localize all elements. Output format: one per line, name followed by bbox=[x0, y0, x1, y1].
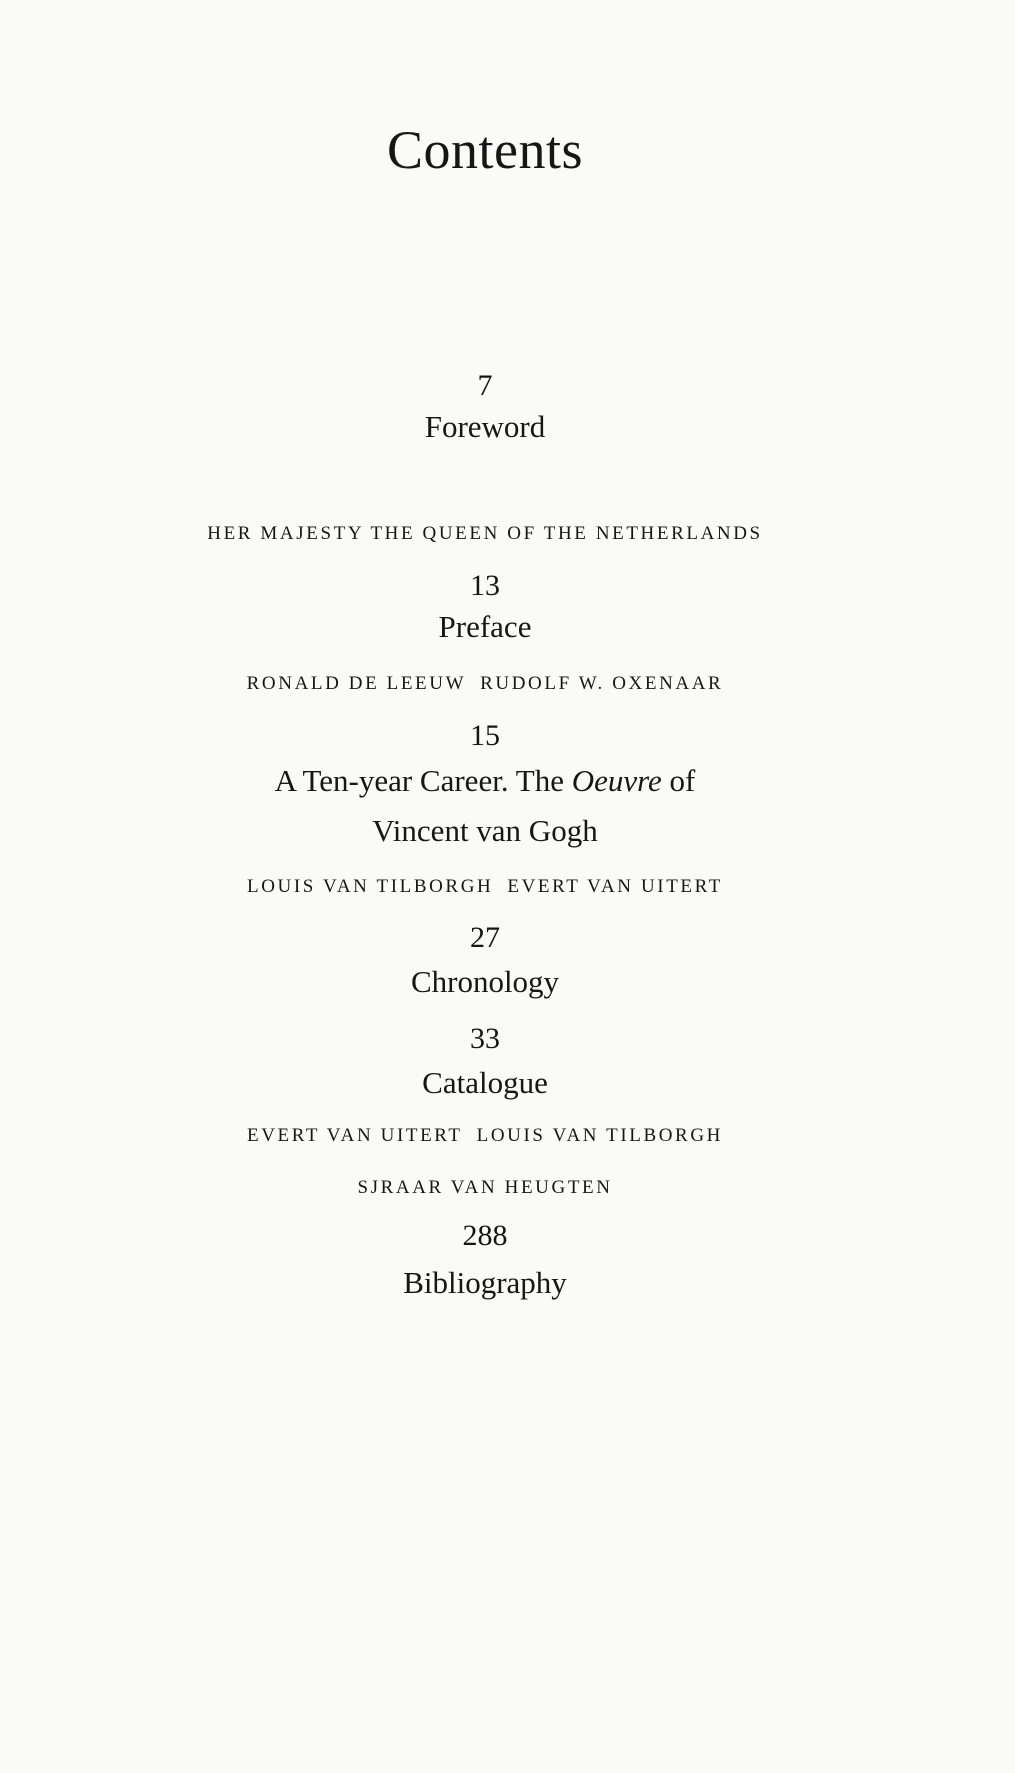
entry-author: RUDOLF W. OXENAAR bbox=[480, 673, 724, 694]
entry-author: RONALD DE LEEUW bbox=[246, 673, 467, 694]
entry-author: HER MAJESTY THE QUEEN OF THE NETHERLANDS bbox=[207, 523, 763, 544]
entry-heading: Preface bbox=[438, 609, 532, 644]
entry-heading: Chronology bbox=[410, 964, 560, 999]
entry-author: LOUIS VAN TILBORGH bbox=[476, 1125, 723, 1146]
entry-author: SJRAAR VAN HEUGTEN bbox=[357, 1177, 613, 1198]
entry-page-number: 7 bbox=[477, 369, 493, 402]
heading-text: of bbox=[661, 763, 696, 798]
entry-authors bbox=[0, 672, 970, 696]
entry-author: LOUIS VAN TILBORGH bbox=[247, 876, 494, 897]
entry-heading: Catalogue bbox=[422, 1065, 548, 1100]
entry-author: EVERT VAN UITERT bbox=[247, 1125, 463, 1146]
entry-page-number: 15 bbox=[470, 719, 500, 752]
entry-authors bbox=[0, 1124, 970, 1148]
entry-author: EVERT VAN UITERT bbox=[507, 876, 723, 897]
entry-heading: Foreword bbox=[424, 409, 546, 444]
entry-heading: Bibliography bbox=[403, 1265, 567, 1300]
heading-italic-text: Oeuvre bbox=[571, 763, 662, 798]
heading-text: A Ten-year Career. The bbox=[274, 763, 572, 798]
entry-page-number: 288 bbox=[462, 1219, 508, 1252]
entry-page-number: 13 bbox=[470, 569, 500, 602]
entry-page-number: 27 bbox=[470, 921, 500, 954]
page-title: Contents bbox=[386, 120, 583, 180]
entry-authors bbox=[0, 875, 970, 899]
entry-heading bbox=[0, 762, 970, 800]
entry-page-number: 33 bbox=[470, 1022, 500, 1055]
entry-heading-line2: Vincent van Gogh bbox=[372, 813, 598, 848]
